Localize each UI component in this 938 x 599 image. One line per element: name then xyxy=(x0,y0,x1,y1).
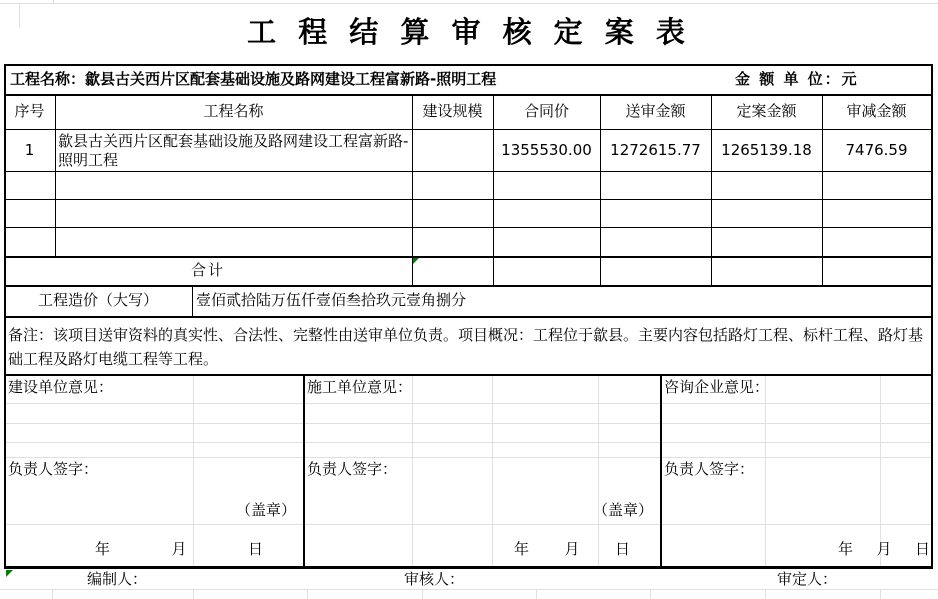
table-border xyxy=(4,199,933,200)
day-label: 日 xyxy=(247,540,263,558)
table-border xyxy=(931,64,933,569)
gridline xyxy=(422,589,423,599)
gridline xyxy=(4,423,931,424)
day-label: 日 xyxy=(914,540,930,558)
col-header-scale: 建设规模 xyxy=(422,102,483,120)
table-border xyxy=(55,94,56,256)
month-label: 月 xyxy=(171,540,187,558)
gridline xyxy=(650,589,651,599)
amount-unit-label: 金 额 单 位：元 xyxy=(735,70,859,88)
project-name-label: 工程名称：歙县古关西片区配套基础设施及路网建设工程富新路-照明工程 xyxy=(10,70,497,88)
col-header-submitted-amount: 送审金额 xyxy=(625,102,686,120)
table-border xyxy=(4,171,933,172)
reviewer-label: 审核人： xyxy=(404,570,465,588)
gridline xyxy=(4,403,931,404)
gridline xyxy=(536,589,537,599)
gridline xyxy=(52,589,53,599)
gridline xyxy=(765,374,766,566)
table-border xyxy=(4,227,933,228)
capital-amount-value: 壹佰贰拾陆万伍仟壹佰叁拾玖元壹角捌分 xyxy=(196,291,467,309)
table-border xyxy=(303,374,305,566)
gridline xyxy=(193,589,194,599)
table-border xyxy=(711,94,712,285)
table-border xyxy=(192,285,193,316)
consultant-date-line xyxy=(838,535,930,563)
table-border xyxy=(822,94,823,285)
cell-reduced-amount: 7476.59 xyxy=(845,141,908,159)
approver-label: 审定人： xyxy=(777,570,838,588)
gridline xyxy=(307,589,308,599)
table-border xyxy=(660,374,662,566)
month-label: 月 xyxy=(876,540,892,558)
table-border xyxy=(493,94,494,285)
gridline xyxy=(412,374,413,566)
cell-scale xyxy=(412,129,493,171)
table-border xyxy=(4,566,933,569)
table-border xyxy=(4,94,933,96)
gridline xyxy=(765,589,766,599)
consultant-signature-label: 负责人签字： xyxy=(664,460,755,478)
formula-indicator-icon xyxy=(6,570,13,577)
gridline xyxy=(0,3,938,4)
day-label: 日 xyxy=(614,540,630,558)
col-header-finalized-amount: 定案金额 xyxy=(736,102,797,120)
consultant-opinion-label: 咨询企业意见： xyxy=(664,378,770,396)
cell-contract-price: 1355530.00 xyxy=(501,141,592,159)
col-header-seq: 序号 xyxy=(14,102,45,120)
contractor-opinion-label: 施工单位意见： xyxy=(307,378,413,396)
col-header-contract-price: 合同价 xyxy=(523,102,569,120)
col-header-project-name: 工程名称 xyxy=(203,102,264,120)
owner-signature-label: 负责人签字： xyxy=(8,460,99,478)
owner-seal-label: （盖章） xyxy=(235,501,296,519)
formula-indicator-icon xyxy=(413,258,419,264)
gridline xyxy=(492,374,493,566)
gridline xyxy=(0,589,938,590)
contractor-seal-label: （盖章） xyxy=(592,501,653,519)
gridline xyxy=(53,0,54,3)
year-label: 年 xyxy=(514,540,530,558)
capital-amount-label: 工程造价（大写） xyxy=(37,291,158,309)
table-border xyxy=(4,64,933,66)
gridline xyxy=(880,589,881,599)
cell-submitted-amount: 1272615.77 xyxy=(610,141,701,159)
col-header-reduced-amount: 审减金额 xyxy=(846,102,907,120)
preparer-label: 编制人： xyxy=(87,570,148,588)
table-border xyxy=(4,64,6,569)
page-title: 工 程 结 算 审 核 定 案 表 xyxy=(247,15,691,49)
year-label: 年 xyxy=(838,540,854,558)
table-border xyxy=(4,374,933,376)
table-border xyxy=(4,256,933,258)
notes-text: 备注：该项目送审资料的真实性、合法性、完整性由送审单位负责。项目概况：工程位于歙县。主要内容包括路灯工程、标杆工程、路灯基础工程及路灯电缆工程等工程。 xyxy=(8,326,924,368)
gridline xyxy=(4,457,931,458)
year-label: 年 xyxy=(95,540,111,558)
cell-project-name: 歙县古关西片区配套基础设施及路网建设工程富新路-照明工程 xyxy=(58,132,409,169)
cell-seq: 1 xyxy=(24,141,35,159)
gridline xyxy=(4,442,931,443)
owner-date-line xyxy=(95,535,263,563)
owner-opinion-label: 建设单位意见： xyxy=(8,378,114,396)
gridline xyxy=(4,524,931,525)
contractor-date-line xyxy=(514,535,630,563)
table-border xyxy=(600,94,601,285)
month-label: 月 xyxy=(564,540,580,558)
contractor-signature-label: 负责人签字： xyxy=(307,460,398,478)
cell-finalized-amount: 1265139.18 xyxy=(721,141,812,159)
total-label: 合计 xyxy=(190,261,225,279)
table-border xyxy=(412,94,413,285)
table-border xyxy=(4,285,933,287)
table-border xyxy=(4,316,933,318)
table-border xyxy=(4,129,933,130)
